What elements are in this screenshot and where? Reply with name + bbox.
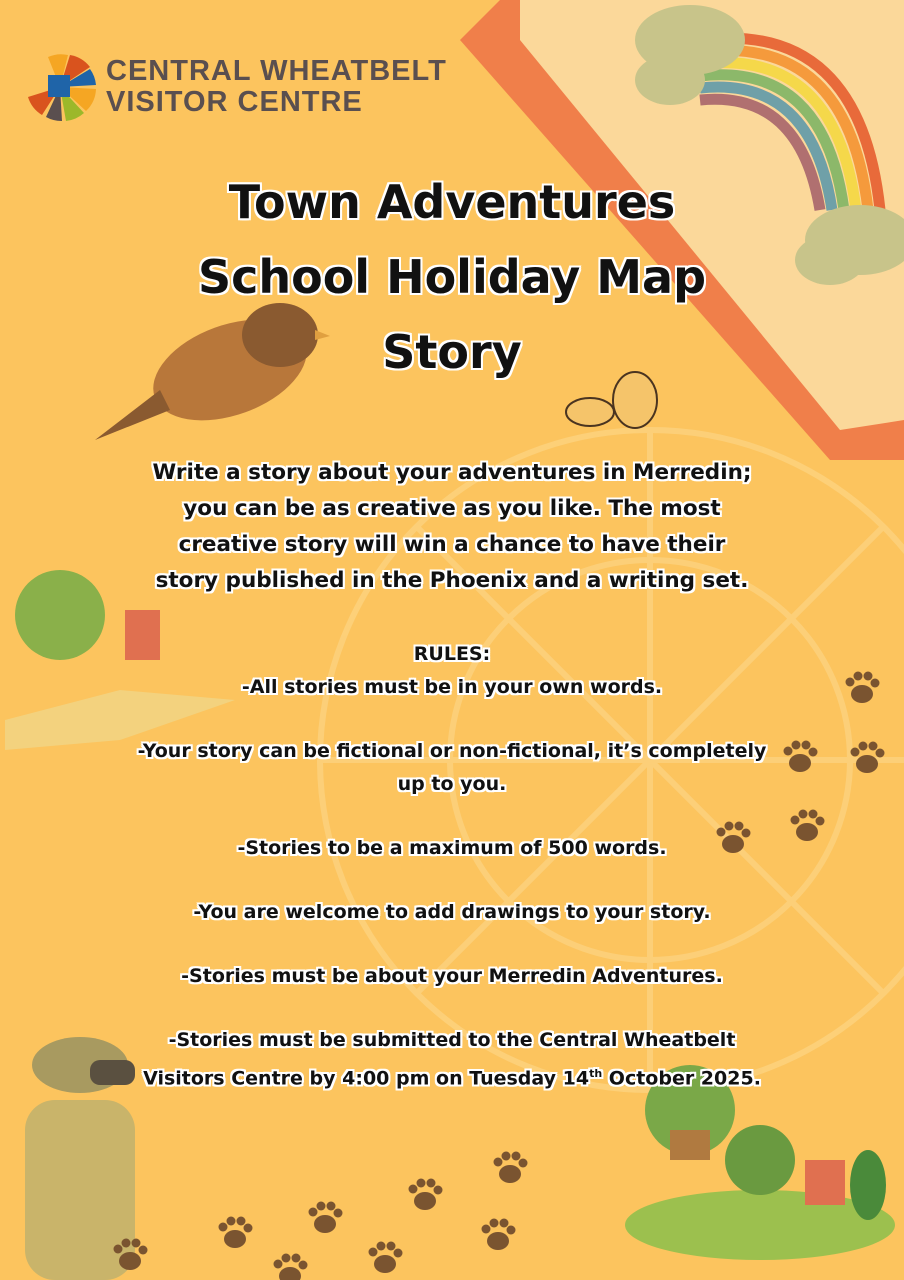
intro-paragraph bbox=[0, 455, 904, 599]
paw-print-icon bbox=[791, 810, 825, 842]
paw-print-icon bbox=[482, 1219, 516, 1251]
rule-item: -Your story can be fictional or non-fictional, it’s completely up to you. bbox=[137, 740, 767, 795]
title-line-1: Town Adventures bbox=[228, 175, 676, 229]
rule-item: -Stories must be about your Merredin Adventures. bbox=[181, 965, 723, 987]
paw-print-icon bbox=[784, 741, 818, 773]
intro-line: Write a story about your adventures in Merredin; bbox=[152, 460, 752, 485]
poster-title bbox=[0, 165, 904, 390]
title-line-3: Story bbox=[382, 325, 522, 379]
explorer-illustration bbox=[25, 1037, 135, 1280]
paw-print-icon bbox=[369, 1242, 403, 1274]
paw-print-icon bbox=[219, 1217, 253, 1249]
paw-print-icon bbox=[309, 1202, 343, 1234]
logo-line-2: VISITOR CENTRE bbox=[106, 86, 363, 118]
rules-heading: RULES: bbox=[413, 643, 491, 665]
paw-print-icon bbox=[409, 1179, 443, 1211]
intro-line: story published in the Phoenix and a writing set. bbox=[155, 568, 749, 593]
paw-print-icon bbox=[494, 1152, 528, 1184]
title-line-2: School Holiday Map bbox=[197, 250, 707, 304]
logo bbox=[106, 56, 447, 118]
paw-print-icon bbox=[846, 672, 880, 704]
logo-sunburst-icon bbox=[18, 45, 100, 130]
intro-line: creative story will win a chance to have their bbox=[178, 532, 726, 557]
intro-line: you can be as creative as you like. The most bbox=[183, 496, 721, 521]
rule-item-deadline bbox=[130, 1024, 774, 1095]
rule-item: -All stories must be in your own words. bbox=[241, 676, 663, 698]
rules-section bbox=[130, 638, 774, 1126]
deadline-text-end: October 2025. bbox=[602, 1067, 761, 1090]
paw-print-icon bbox=[274, 1254, 308, 1280]
rule-item: -You are welcome to add drawings to your story. bbox=[193, 901, 711, 923]
ordinal-suffix: th bbox=[589, 1067, 603, 1080]
deadline-text: -Stories must be submitted to the Central Wheatbelt Visitors Centre by 4:00 pm on Tuesday 14 bbox=[143, 1029, 736, 1090]
logo-line-1: CENTRAL WHEATBELT bbox=[106, 55, 447, 87]
rule-item: -Stories to be a maximum of 500 words. bbox=[237, 837, 667, 859]
